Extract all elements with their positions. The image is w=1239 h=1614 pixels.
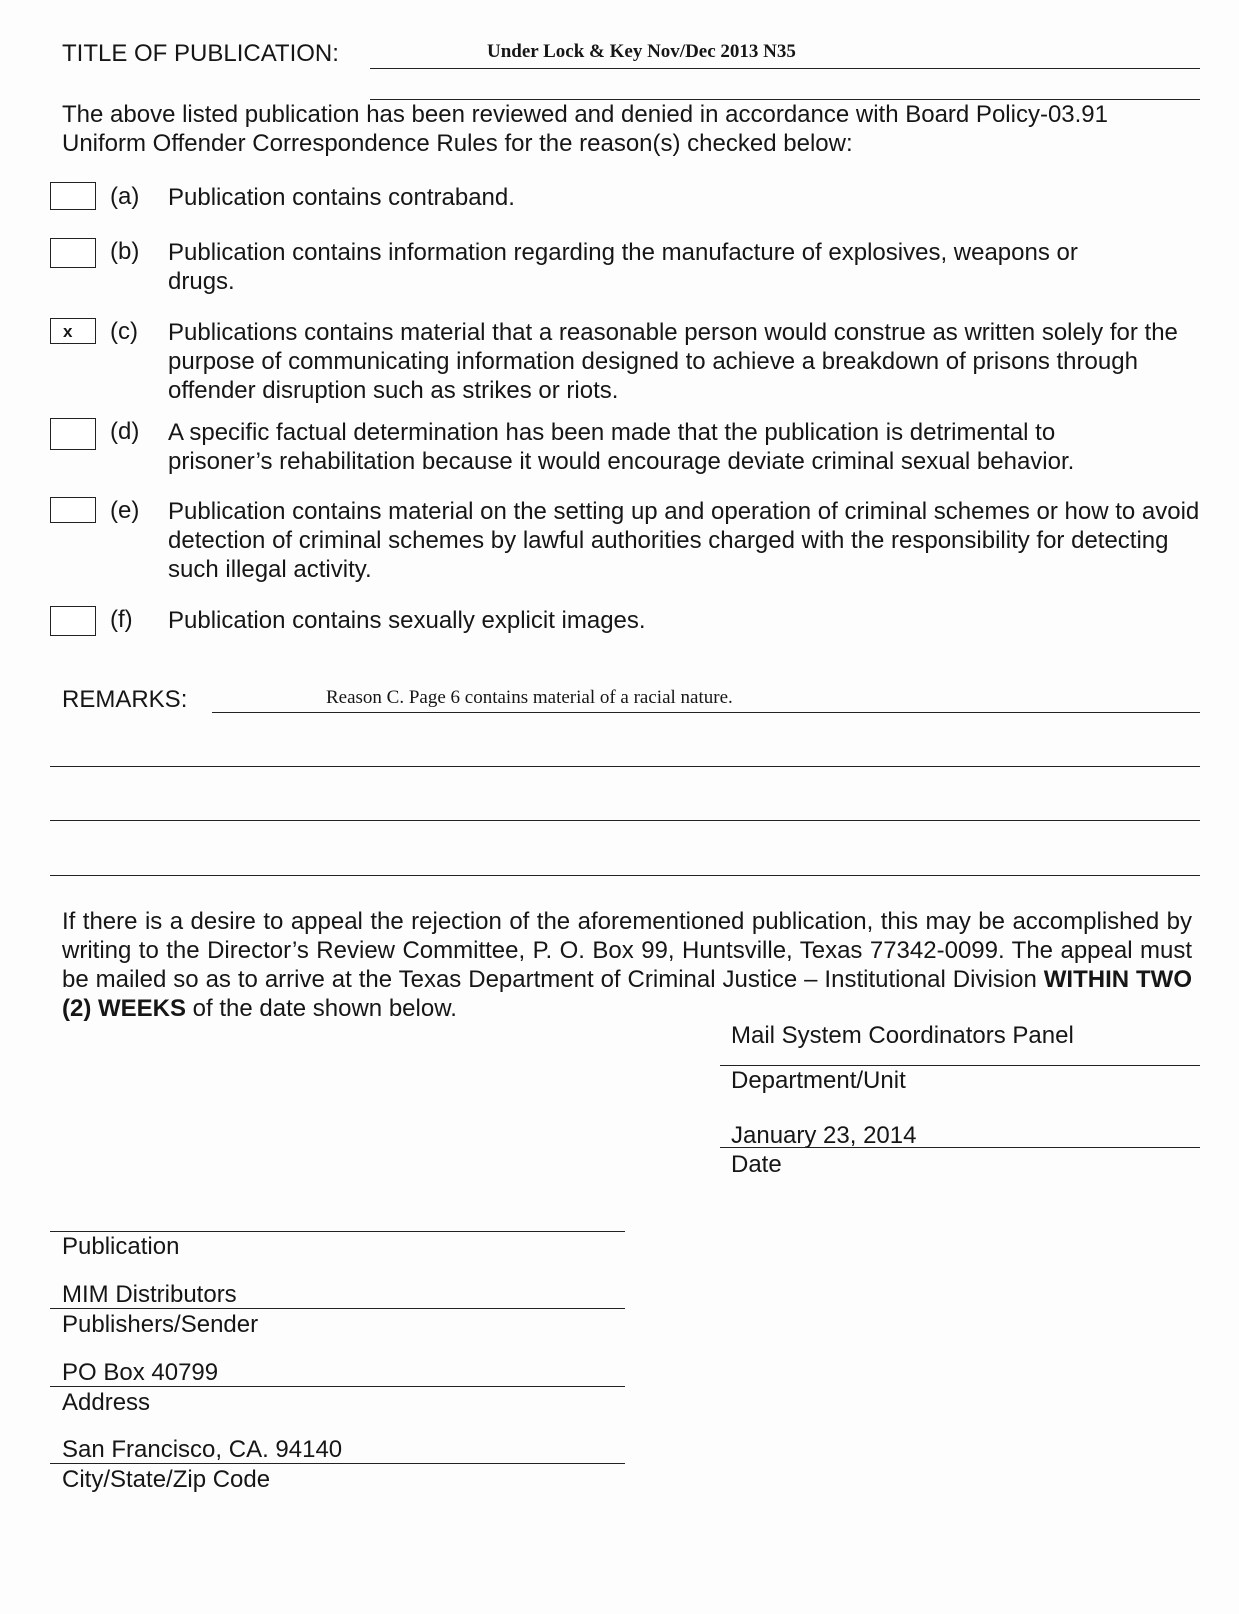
title-value: [487, 40, 796, 64]
address-value: PO Box 40799: [62, 1359, 219, 1386]
remarks-line-3: [50, 820, 1200, 821]
department-value: Mail System Coordinators Panel: [731, 1022, 1074, 1049]
reason-letter-b: (b): [110, 238, 140, 265]
address-label: Address: [62, 1389, 151, 1416]
reason-letter-e: (e): [110, 497, 140, 524]
reason-text-b: Publication contains information regarding the manufacture of explosives, weapons or drugs.: [168, 239, 1078, 295]
checkbox-d[interactable]: [50, 418, 96, 450]
title-label: TITLE OF PUBLICATION:: [62, 40, 339, 67]
checkbox-c[interactable]: x: [50, 318, 96, 344]
reason-text-c: Publications contains material that a reasonable person would construe as written solely for the purpose of communicating information designed to achieve a breakdown of prisons through offender disruption such as strikes or riots.: [168, 319, 1178, 404]
address-line: [50, 1386, 625, 1387]
reason-text-d: A specific factual determination has been made that the publication is detrimental to prisoner’s rehabilitation because it would encourage deviate criminal sexual behavior.: [168, 419, 1075, 475]
remarks-line-4: [50, 875, 1200, 876]
appeal-paragraph: [62, 907, 1192, 1023]
date-value: January 23, 2014: [731, 1122, 917, 1149]
reason-letter-a: (a): [110, 183, 140, 210]
reason-text-f: Publication contains sexually explicit images.: [168, 607, 646, 634]
date-line: [720, 1147, 1200, 1148]
reason-text-a: Publication contains contraband.: [168, 184, 515, 211]
reason-letter-d: (d): [110, 418, 140, 445]
appeal-deadline: WITHIN TWO (2) WEEKS: [62, 966, 1192, 1022]
remarks-value: Reason C. Page 6 contains material of a racial nature.: [326, 687, 733, 708]
city-label: City/State/Zip Code: [62, 1466, 271, 1493]
intro-paragraph: The above listed publication has been reviewed and denied in accordance with Board Policy-03.91 Uniform Offender Correspondence Rules for the reason(s) checked below:: [62, 101, 1109, 157]
city-value: San Francisco, CA. 94140: [62, 1436, 343, 1463]
department-label: Department/Unit: [731, 1067, 906, 1094]
publisher-line: [50, 1308, 625, 1309]
date-label: Date: [731, 1151, 782, 1178]
department-line: [720, 1065, 1200, 1066]
remarks-label: REMARKS:: [62, 686, 188, 713]
city-line: [50, 1463, 625, 1464]
title-value-text: Under Lock & Key Nov/Dec 2013 N35: [487, 41, 796, 62]
remarks-line-1: [212, 712, 1200, 713]
checkbox-f[interactable]: [50, 606, 96, 636]
reason-letter-c: (c): [110, 318, 138, 345]
reason-letter-f: (f): [110, 606, 133, 633]
appeal-text-2: of the date shown below.: [186, 995, 457, 1022]
appeal-text-1: If there is a desire to appeal the rejection of the aforementioned publication, this may be accomplished by writing to the Director’s Review Committee, P. O. Box 99, Huntsville, Texas 77342-0099. The appeal must be mailed so as to arrive at the Texas Department of Criminal Justice – Institutional Division: [62, 908, 1192, 993]
checkbox-b[interactable]: [50, 238, 96, 268]
checkbox-e[interactable]: [50, 497, 96, 523]
remarks-line-2: [50, 766, 1200, 767]
reason-text-e: Publication contains material on the setting up and operation of criminal schemes or how to avoid detection of criminal schemes by lawful authorities charged with the responsibility for detecting such illegal activity.: [168, 498, 1200, 583]
publisher-value: MIM Distributors: [62, 1281, 237, 1308]
publication-line: [50, 1231, 625, 1232]
publisher-label: Publishers/Sender: [62, 1311, 259, 1338]
title-underline: [370, 68, 1200, 69]
checkbox-a[interactable]: [50, 182, 96, 210]
publication-label: Publication: [62, 1233, 180, 1260]
